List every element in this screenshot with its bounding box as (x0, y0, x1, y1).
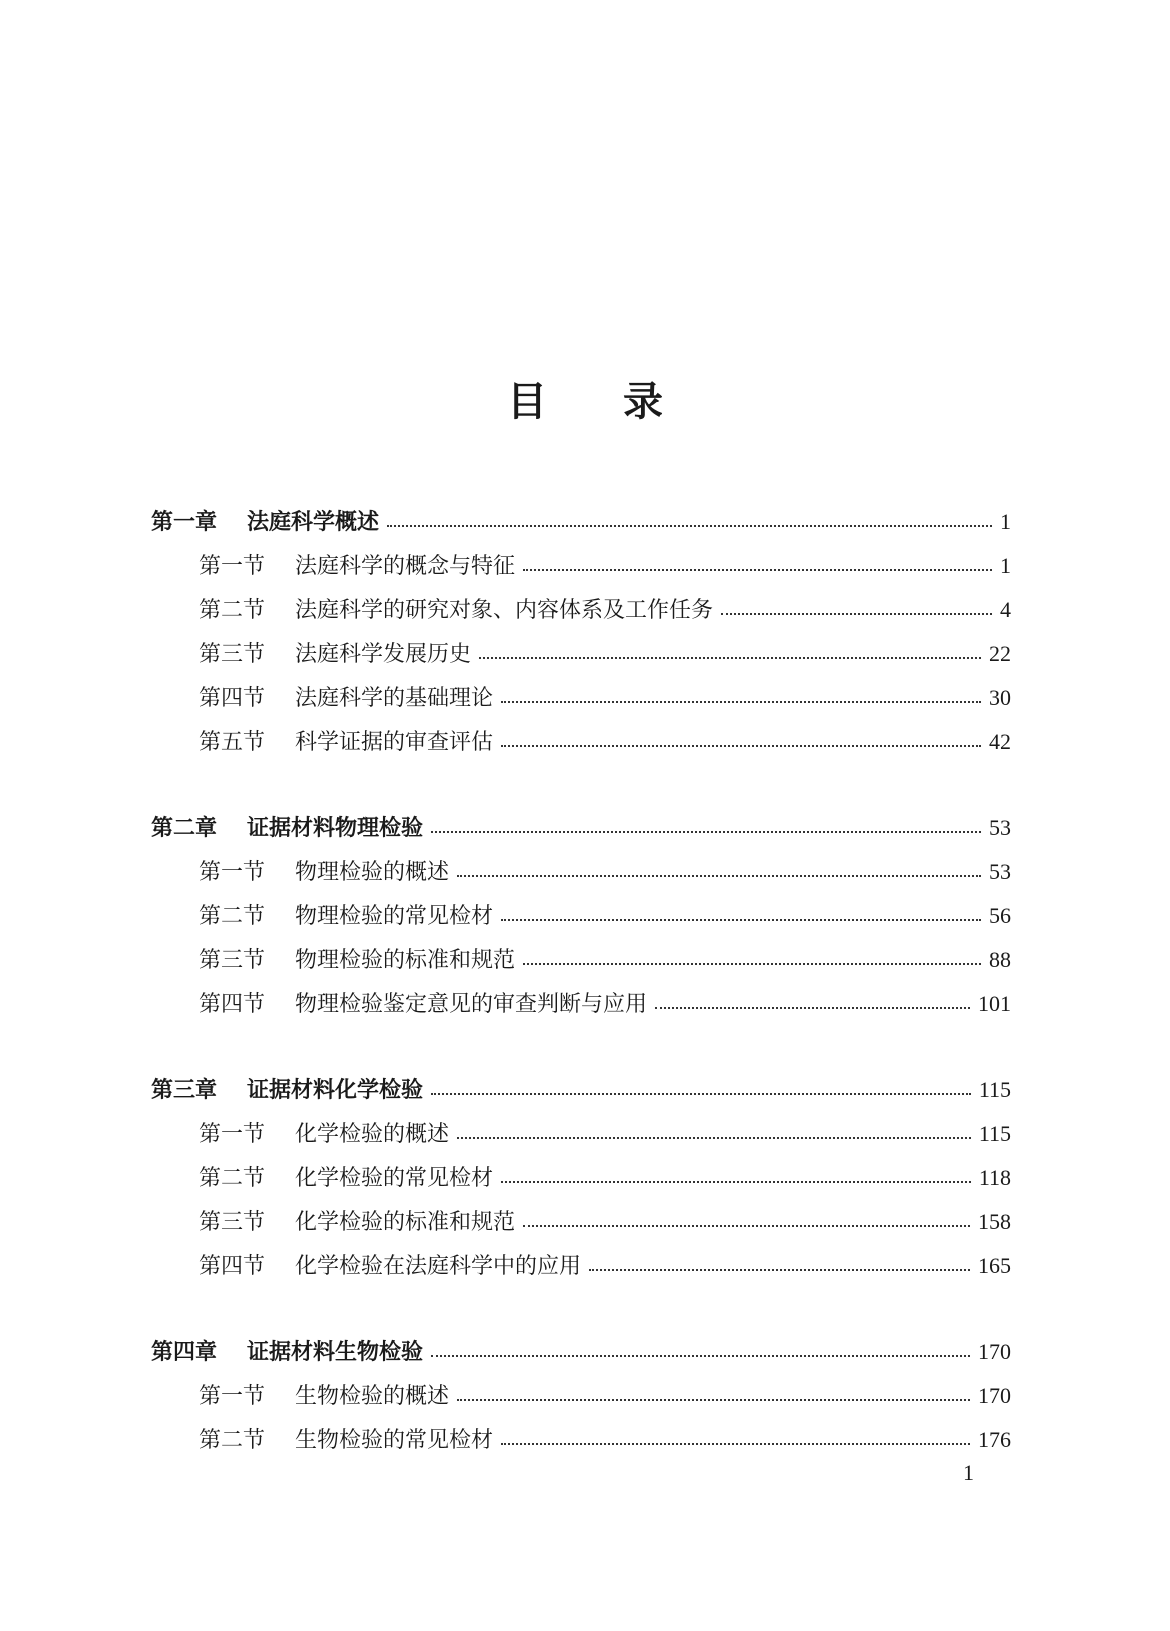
chapter-entry-page: 170 (978, 1339, 1011, 1364)
section-entry[interactable] (151, 720, 1011, 764)
section-entry-number: 第一节 (199, 554, 266, 579)
section-entry-page: 115 (978, 1121, 1011, 1146)
section-entry[interactable] (151, 1374, 1011, 1418)
section-entry-page: 4 (1000, 597, 1011, 622)
dot-leader (431, 1093, 971, 1095)
table-of-contents (151, 500, 1011, 1504)
dot-leader (501, 745, 981, 747)
section-entry-number: 第三节 (199, 642, 266, 667)
chapter-entry-title: 证据材料生物检验 (247, 1339, 424, 1365)
section-entry-title: 物理检验的概述 (295, 860, 450, 885)
chapter-entry-page: 115 (978, 1077, 1011, 1102)
section-entry-title: 化学检验的标准和规范 (295, 1210, 516, 1235)
section-entry-number: 第一节 (199, 1384, 266, 1409)
section-entry-title: 物理检验的标准和规范 (295, 948, 516, 973)
section-entry-page: 176 (978, 1427, 1011, 1452)
title-char-1: 目 (507, 378, 547, 425)
section-entry-page: 158 (978, 1209, 1011, 1234)
section-entry-number: 第四节 (199, 1254, 266, 1279)
chapter-block (151, 806, 1011, 1026)
dot-leader (457, 1137, 971, 1139)
section-entry[interactable] (151, 850, 1011, 894)
section-entry-page: 1 (1000, 553, 1011, 578)
section-entry[interactable] (151, 544, 1011, 588)
section-entry-title: 化学检验的概述 (295, 1122, 450, 1147)
chapter-entry[interactable] (151, 806, 1011, 850)
section-entry-title: 科学证据的审查评估 (295, 730, 494, 755)
chapter-entry-title: 法庭科学概述 (247, 509, 380, 535)
dot-leader (589, 1269, 970, 1271)
section-entry-title: 法庭科学的研究对象、内容体系及工作任务 (295, 598, 714, 623)
dot-leader (523, 569, 992, 571)
section-entry-number: 第三节 (199, 948, 266, 973)
chapter-block (151, 1068, 1011, 1288)
section-entry-page: 165 (978, 1253, 1011, 1278)
chapter-entry[interactable] (151, 1330, 1011, 1374)
dot-leader (523, 1225, 970, 1227)
section-entry-title: 生物检验的概述 (295, 1384, 450, 1409)
section-entry[interactable] (151, 1244, 1011, 1288)
section-entry[interactable] (151, 1156, 1011, 1200)
section-entry-number: 第一节 (199, 860, 266, 885)
page-number: 1 (963, 1460, 974, 1485)
chapter-entry-number: 第二章 (151, 815, 218, 841)
section-entry-page: 22 (989, 641, 1011, 666)
section-entry[interactable] (151, 938, 1011, 982)
chapter-block (151, 1330, 1011, 1462)
dot-leader (457, 1399, 970, 1401)
section-entry-page: 42 (989, 729, 1011, 754)
dot-leader (655, 1007, 970, 1009)
section-entry-number: 第二节 (199, 904, 266, 929)
section-entry-number: 第一节 (199, 1122, 266, 1147)
page-title (0, 370, 1170, 427)
dot-leader (457, 875, 981, 877)
section-entry[interactable] (151, 1418, 1011, 1462)
section-entry-page: 30 (989, 685, 1011, 710)
section-entry-title: 法庭科学的基础理论 (295, 686, 494, 711)
section-entry[interactable] (151, 588, 1011, 632)
section-entry-number: 第四节 (199, 686, 266, 711)
chapter-entry[interactable] (151, 500, 1011, 544)
section-entry-number: 第三节 (199, 1210, 266, 1235)
chapter-entry-title: 证据材料物理检验 (247, 815, 424, 841)
chapter-entry-page: 1 (1000, 509, 1011, 534)
chapter-entry-title: 证据材料化学检验 (247, 1077, 424, 1103)
section-entry-number: 第五节 (199, 730, 266, 755)
dot-leader (501, 1443, 970, 1445)
dot-leader (501, 919, 981, 921)
section-entry-page: 170 (978, 1383, 1011, 1408)
section-entry[interactable] (151, 676, 1011, 720)
chapter-entry-number: 第一章 (151, 509, 218, 535)
section-entry-page: 88 (989, 947, 1011, 972)
section-entry-title: 化学检验在法庭科学中的应用 (295, 1254, 582, 1279)
chapter-entry[interactable] (151, 1068, 1011, 1112)
section-entry-title: 物理检验的常见检材 (295, 904, 494, 929)
chapter-entry-page: 53 (989, 815, 1011, 840)
chapter-block (151, 500, 1011, 764)
section-entry-title: 法庭科学发展历史 (295, 642, 472, 667)
section-entry-number: 第二节 (199, 1166, 266, 1191)
chapter-entry-number: 第三章 (151, 1077, 218, 1103)
section-entry-number: 第二节 (199, 598, 266, 623)
dot-leader (721, 613, 992, 615)
section-entry-page: 56 (989, 903, 1011, 928)
dot-leader (501, 701, 981, 703)
section-entry-page: 118 (978, 1165, 1011, 1190)
chapter-entry-number: 第四章 (151, 1339, 218, 1365)
section-entry-title: 化学检验的常见检材 (295, 1166, 494, 1191)
section-entry-title: 法庭科学的概念与特征 (295, 554, 516, 579)
section-entry[interactable] (151, 894, 1011, 938)
section-entry[interactable] (151, 1200, 1011, 1244)
section-entry-page: 101 (978, 991, 1011, 1016)
dot-leader (431, 831, 981, 833)
section-entry-title: 物理检验鉴定意见的审查判断与应用 (295, 992, 648, 1017)
section-entry-number: 第四节 (199, 992, 266, 1017)
section-entry-number: 第二节 (199, 1428, 266, 1453)
dot-leader (523, 963, 981, 965)
section-entry[interactable] (151, 1112, 1011, 1156)
section-entry[interactable] (151, 982, 1011, 1026)
title-char-2: 录 (623, 378, 663, 425)
dot-leader (431, 1355, 970, 1357)
section-entry-title: 生物检验的常见检材 (295, 1428, 494, 1453)
dot-leader (501, 1181, 971, 1183)
section-entry[interactable] (151, 632, 1011, 676)
section-entry-page: 53 (989, 859, 1011, 884)
dot-leader (387, 525, 992, 527)
dot-leader (479, 657, 981, 659)
